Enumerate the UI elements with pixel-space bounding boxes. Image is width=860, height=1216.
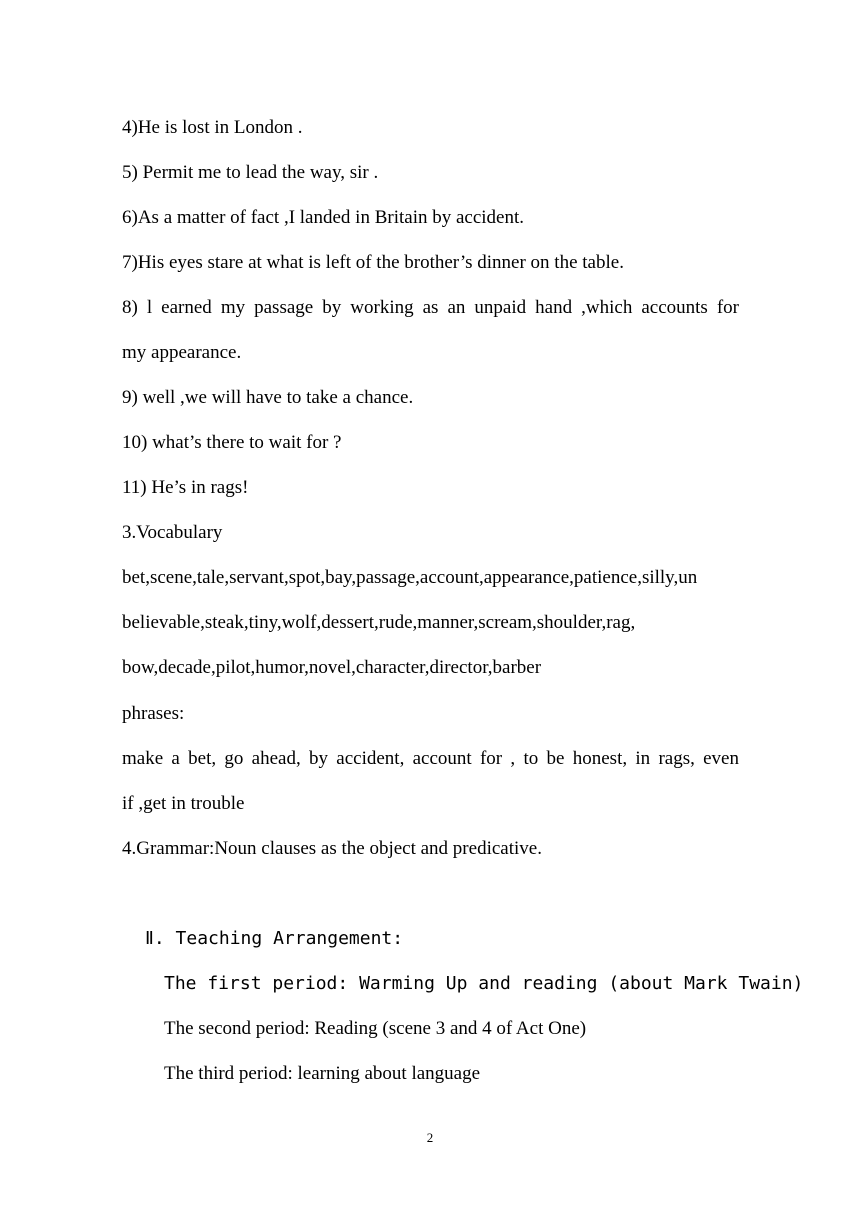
page-number: 2 <box>426 1130 434 1145</box>
period-2: The second period: Reading (scene 3 and 4 of Act One) <box>164 1018 587 1039</box>
sentence-5: 5) Permit me to lead the way, sir . <box>122 162 379 183</box>
sentence-10: 10) what’s there to wait for ? <box>122 432 342 453</box>
sentence-8: 8) l earned my passage by working as an unpaid hand ,which accounts for <box>122 297 739 318</box>
phrases-line-1: make a bet, go ahead, by accident, account for , to be honest, in rags, even <box>122 748 739 769</box>
sentence-7: 7)His eyes stare at what is left of the brother’s dinner on the table. <box>122 252 624 273</box>
sentence-8-continued: my appearance. <box>122 342 242 363</box>
period-3: The third period: learning about language <box>164 1063 481 1084</box>
teaching-arrangement-heading: Ⅱ. Teaching Arrangement: <box>145 928 404 949</box>
phrases-line-2: if ,get in trouble <box>122 793 245 814</box>
sentence-11: 11) He’s in rags! <box>122 477 249 498</box>
phrases-heading: phrases: <box>122 703 185 724</box>
sentence-6: 6)As a matter of fact ,I landed in Britain by accident. <box>122 207 525 228</box>
period-1: The first period: Warming Up and reading (about Mark Twain) <box>164 973 804 994</box>
sentence-9: 9) well ,we will have to take a chance. <box>122 387 414 408</box>
vocabulary-line-1: bet,scene,tale,servant,spot,bay,passage,account,appearance,patience,silly,un <box>122 567 698 588</box>
vocabulary-line-3: bow,decade,pilot,humor,novel,character,director,barber <box>122 657 542 678</box>
grammar-line: 4.Grammar:Noun clauses as the object and predicative. <box>122 838 542 859</box>
vocabulary-line-2: believable,steak,tiny,wolf,dessert,rude,manner,scream,shoulder,rag, <box>122 612 636 633</box>
sentence-4: 4)He is lost in London . <box>122 117 303 138</box>
vocabulary-heading: 3.Vocabulary <box>122 522 223 543</box>
